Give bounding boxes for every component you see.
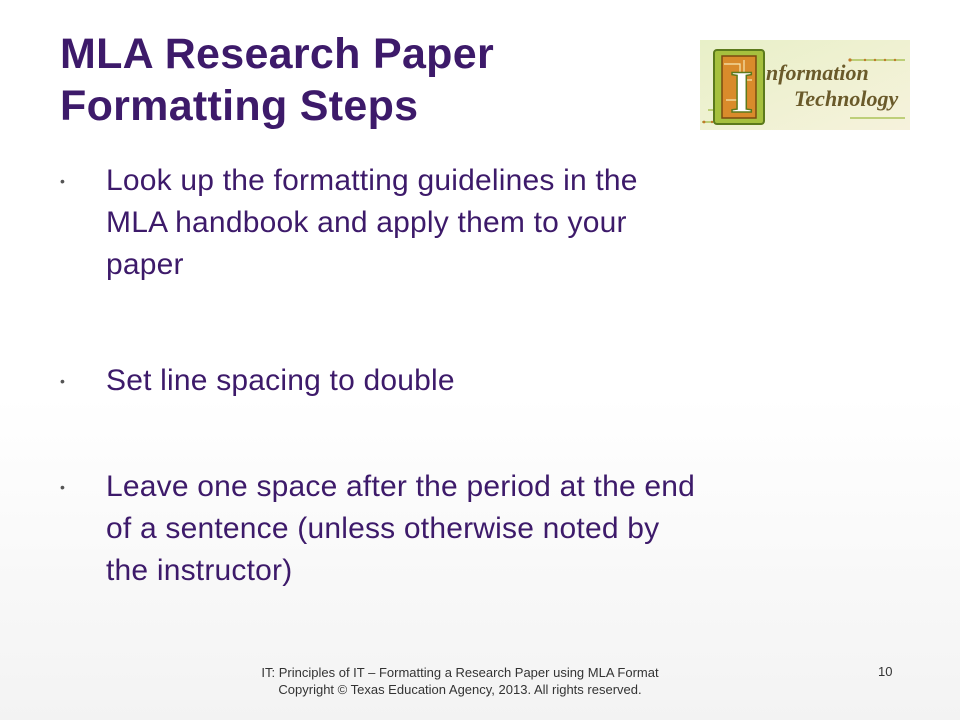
bullet-line: paper bbox=[106, 248, 184, 281]
logo-word-2: Technology bbox=[794, 86, 899, 111]
bullet-line: of a sentence (unless otherwise noted by bbox=[106, 512, 660, 545]
title-line-1: MLA Research Paper bbox=[60, 30, 494, 78]
slide-title bbox=[60, 28, 680, 132]
bullet-line: MLA handbook and apply them to your bbox=[106, 206, 627, 239]
bullet-dot-icon: • bbox=[60, 173, 66, 189]
bullet-dot-icon: • bbox=[60, 479, 66, 495]
bullet-item bbox=[60, 360, 455, 402]
bullet-line: Look up the formatting guidelines in the bbox=[106, 164, 638, 197]
information-technology-logo bbox=[700, 40, 910, 130]
footer-copyright: Copyright © Texas Education Agency, 2013. All rights reserved. bbox=[278, 682, 642, 697]
page-number: 10 bbox=[878, 664, 893, 679]
bullet-line: Leave one space after the period at the end bbox=[106, 470, 696, 503]
footer-line-1: IT: Principles of IT – Formatting a Research Paper using MLA Format bbox=[261, 665, 659, 680]
logo-word-1: nformation bbox=[766, 60, 869, 85]
bullet-dot-icon: • bbox=[60, 373, 66, 389]
bullet-item bbox=[60, 160, 638, 286]
bullet-line: the instructor) bbox=[106, 554, 293, 587]
bullet-line: Set line spacing to double bbox=[106, 364, 455, 397]
logo-letter: I bbox=[730, 59, 754, 125]
bullet-item bbox=[60, 466, 695, 592]
title-line-2: Formatting Steps bbox=[60, 82, 419, 130]
slide-footer bbox=[180, 664, 740, 698]
